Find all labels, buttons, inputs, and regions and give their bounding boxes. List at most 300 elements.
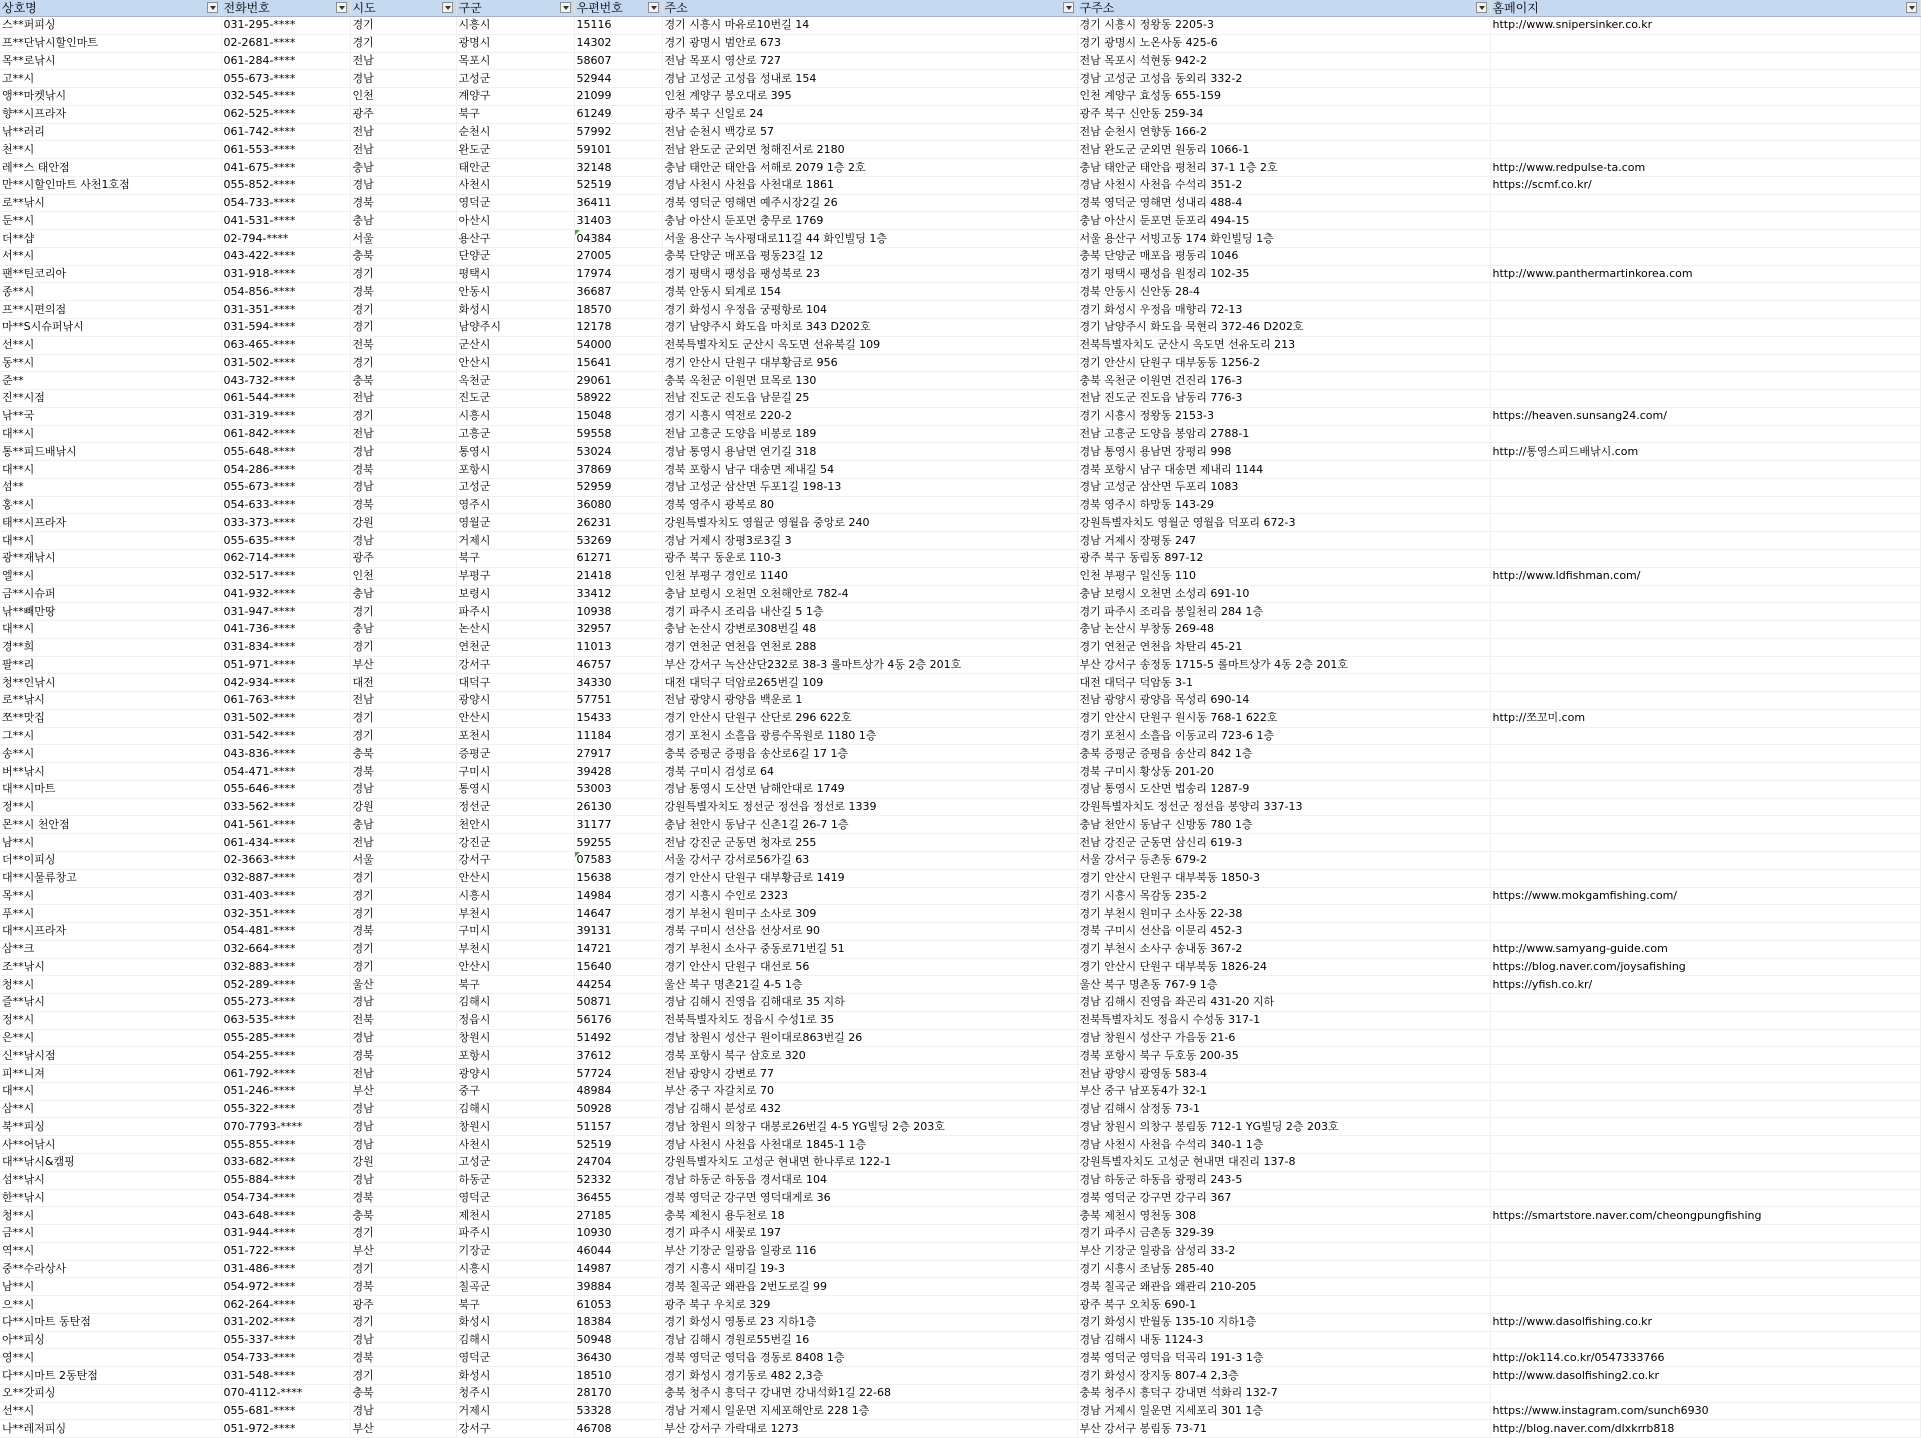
- table-cell[interactable]: [1490, 869, 1920, 887]
- table-cell[interactable]: 대**시: [0, 1082, 221, 1100]
- table-cell[interactable]: 시흥시: [456, 1260, 574, 1278]
- table-cell[interactable]: 경기 연천군 연천읍 연천로 288: [662, 638, 1077, 656]
- table-cell[interactable]: [1490, 461, 1920, 479]
- table-cell[interactable]: 더**이피싱: [0, 851, 221, 869]
- table-cell[interactable]: 054-734-****: [221, 1189, 350, 1207]
- table-cell[interactable]: 충남 태안군 태안읍 평천리 37-1 1층 2호: [1077, 159, 1490, 177]
- table-cell[interactable]: 스**퍼피싱: [0, 17, 221, 35]
- table-cell[interactable]: 고성군: [456, 478, 574, 496]
- table-cell[interactable]: 52519: [574, 1136, 662, 1154]
- table-cell[interactable]: 경남 통영시 용남면 장평리 998: [1077, 443, 1490, 461]
- table-cell[interactable]: 031-542-****: [221, 727, 350, 745]
- table-cell[interactable]: 031-319-****: [221, 407, 350, 425]
- table-cell[interactable]: [1490, 1242, 1920, 1260]
- table-cell[interactable]: 경남: [350, 70, 456, 88]
- table-cell[interactable]: 32957: [574, 621, 662, 639]
- table-cell[interactable]: http://www.dasolfishing.co.kr: [1490, 1313, 1920, 1331]
- table-cell[interactable]: 53024: [574, 443, 662, 461]
- table-cell[interactable]: 21418: [574, 567, 662, 585]
- table-cell[interactable]: 충북: [350, 1207, 456, 1225]
- table-cell[interactable]: http://www.samyang-guide.com: [1490, 940, 1920, 958]
- table-cell[interactable]: 경남 김해시 진영읍 좌곤리 431-20 지하: [1077, 994, 1490, 1012]
- table-cell[interactable]: 부산 강서구 송정동 1715-5 롤마트상가 4동 2층 201호: [1077, 656, 1490, 674]
- table-cell[interactable]: 부산: [350, 1082, 456, 1100]
- table-cell[interactable]: 충북 증평군 증평읍 송산로6길 17 1층: [662, 745, 1077, 763]
- table-cell[interactable]: https://smartstore.naver.com/cheongpungfishing: [1490, 1207, 1920, 1225]
- table-cell[interactable]: 부산 강서구 가락대로 1273: [662, 1420, 1077, 1438]
- table-cell[interactable]: 서울: [350, 230, 456, 248]
- table-cell[interactable]: 055-273-****: [221, 994, 350, 1012]
- table-cell[interactable]: 15638: [574, 869, 662, 887]
- table-cell[interactable]: 경남: [350, 532, 456, 550]
- table-cell[interactable]: 055-648-****: [221, 443, 350, 461]
- table-cell[interactable]: 통영시: [456, 443, 574, 461]
- table-cell[interactable]: 울산 북구 명촌21길 4-5 1층: [662, 976, 1077, 994]
- table-cell[interactable]: 041-531-****: [221, 212, 350, 230]
- table-cell[interactable]: 062-525-****: [221, 105, 350, 123]
- table-cell[interactable]: 강원특별자치도 고성군 현내면 대진리 137-8: [1077, 1154, 1490, 1172]
- table-cell[interactable]: 창원시: [456, 1029, 574, 1047]
- table-cell[interactable]: 경북 포항시 남구 대송면 제내길 54: [662, 461, 1077, 479]
- table-cell[interactable]: 강원특별자치도 영월군 영월읍 중앙로 240: [662, 514, 1077, 532]
- table-cell[interactable]: 17974: [574, 265, 662, 283]
- table-cell[interactable]: 완도군: [456, 141, 574, 159]
- table-cell[interactable]: 경기 광명시 범안로 673: [662, 34, 1077, 52]
- table-cell[interactable]: 경기 포천시 소흘읍 광릉수목원로 1180 1층: [662, 727, 1077, 745]
- table-cell[interactable]: 북구: [456, 1296, 574, 1314]
- column-header[interactable]: [350, 0, 456, 17]
- table-cell[interactable]: 경기 파주시 조리읍 봉일천리 284 1층: [1077, 603, 1490, 621]
- table-cell[interactable]: 21099: [574, 88, 662, 106]
- table-cell[interactable]: 50928: [574, 1100, 662, 1118]
- table-cell[interactable]: 경기 화성시 장지동 807-4 2,3층: [1077, 1367, 1490, 1385]
- table-cell[interactable]: 강진군: [456, 834, 574, 852]
- table-cell[interactable]: 진**시점: [0, 390, 221, 408]
- table-cell[interactable]: 광**재낚시: [0, 549, 221, 567]
- table-cell[interactable]: 61053: [574, 1296, 662, 1314]
- table-cell[interactable]: 광주 북구 신일로 24: [662, 105, 1077, 123]
- table-cell[interactable]: 목포시: [456, 52, 574, 70]
- table-cell[interactable]: 경기: [350, 1225, 456, 1243]
- table-cell[interactable]: [1490, 1331, 1920, 1349]
- table-cell[interactable]: 경기: [350, 319, 456, 337]
- table-cell[interactable]: 중**수라상사: [0, 1260, 221, 1278]
- table-cell[interactable]: https://scmf.co.kr/: [1490, 176, 1920, 194]
- table-cell[interactable]: [1490, 34, 1920, 52]
- table-cell[interactable]: 경남 사천시 사천읍 수석리 351-2: [1077, 176, 1490, 194]
- table-cell[interactable]: 070-7793-****: [221, 1118, 350, 1136]
- table-cell[interactable]: 054-255-****: [221, 1047, 350, 1065]
- table-cell[interactable]: [1490, 1011, 1920, 1029]
- table-cell[interactable]: 경기: [350, 638, 456, 656]
- table-cell[interactable]: 57724: [574, 1065, 662, 1083]
- table-cell[interactable]: [1490, 301, 1920, 319]
- table-cell[interactable]: 10938: [574, 603, 662, 621]
- table-cell[interactable]: 충남 논산시 부창동 269-48: [1077, 621, 1490, 639]
- table-cell[interactable]: 경기 시흥시 조남동 285-40: [1077, 1260, 1490, 1278]
- table-cell[interactable]: 051-246-****: [221, 1082, 350, 1100]
- table-cell[interactable]: 031-486-****: [221, 1260, 350, 1278]
- table-cell[interactable]: [1490, 1029, 1920, 1047]
- table-cell[interactable]: 032-887-****: [221, 869, 350, 887]
- table-cell[interactable]: 경기 안산시 단원구 대부북동 1826-24: [1077, 958, 1490, 976]
- table-cell[interactable]: 광양시: [456, 692, 574, 710]
- table-cell[interactable]: 경기 부천시 소사구 중동로71번길 51: [662, 940, 1077, 958]
- table-cell[interactable]: 043-732-****: [221, 372, 350, 390]
- table-cell[interactable]: 전남 강진군 군동면 청자로 255: [662, 834, 1077, 852]
- table-cell[interactable]: 전남: [350, 425, 456, 443]
- table-cell[interactable]: 하동군: [456, 1171, 574, 1189]
- table-cell[interactable]: 전남: [350, 141, 456, 159]
- table-cell[interactable]: 강서구: [456, 656, 574, 674]
- table-cell[interactable]: 54000: [574, 336, 662, 354]
- table-cell[interactable]: 논산시: [456, 621, 574, 639]
- table-cell[interactable]: 신**낚시점: [0, 1047, 221, 1065]
- table-cell[interactable]: 그**시: [0, 727, 221, 745]
- table-cell[interactable]: 경북 포항시 북구 삼호로 320: [662, 1047, 1077, 1065]
- table-cell[interactable]: 12178: [574, 319, 662, 337]
- table-cell[interactable]: 26231: [574, 514, 662, 532]
- table-cell[interactable]: 강원: [350, 514, 456, 532]
- table-cell[interactable]: 34330: [574, 674, 662, 692]
- table-cell[interactable]: 경기: [350, 709, 456, 727]
- table-cell[interactable]: 충남: [350, 585, 456, 603]
- table-cell[interactable]: 부평구: [456, 567, 574, 585]
- table-cell[interactable]: 천**시: [0, 141, 221, 159]
- table-cell[interactable]: 시흥시: [456, 887, 574, 905]
- table-cell[interactable]: 울산 북구 명촌동 767-9 1층: [1077, 976, 1490, 994]
- table-cell[interactable]: 055-673-****: [221, 70, 350, 88]
- table-cell[interactable]: [1490, 1136, 1920, 1154]
- table-cell[interactable]: 대덕구: [456, 674, 574, 692]
- table-cell[interactable]: 영주시: [456, 496, 574, 514]
- table-cell[interactable]: 51157: [574, 1118, 662, 1136]
- table-cell[interactable]: 남양주시: [456, 319, 574, 337]
- table-cell[interactable]: 푸**시: [0, 905, 221, 923]
- table-cell[interactable]: 02-3663-****: [221, 851, 350, 869]
- table-cell[interactable]: 대**시마트: [0, 780, 221, 798]
- table-cell[interactable]: 033-562-****: [221, 798, 350, 816]
- table-cell[interactable]: 광주 북구 오치동 690-1: [1077, 1296, 1490, 1314]
- table-cell[interactable]: 북구: [456, 549, 574, 567]
- table-cell[interactable]: 경기 안산시 단원구 대부황금로 956: [662, 354, 1077, 372]
- table-cell[interactable]: 만**시할인마트 사천1호점: [0, 176, 221, 194]
- table-cell[interactable]: 전남: [350, 692, 456, 710]
- table-cell[interactable]: [1490, 656, 1920, 674]
- table-cell[interactable]: 경남 창원시 성산구 가음동 21-6: [1077, 1029, 1490, 1047]
- table-cell[interactable]: 태**시프라자: [0, 514, 221, 532]
- table-cell[interactable]: 삼**크: [0, 940, 221, 958]
- table-cell[interactable]: 전남: [350, 52, 456, 70]
- table-cell[interactable]: 화성시: [456, 1367, 574, 1385]
- table-cell[interactable]: 경기: [350, 265, 456, 283]
- table-cell[interactable]: 031-594-****: [221, 319, 350, 337]
- table-cell[interactable]: 경남: [350, 1331, 456, 1349]
- table-cell[interactable]: 김해시: [456, 1331, 574, 1349]
- table-cell[interactable]: [1490, 283, 1920, 301]
- table-cell[interactable]: 대**시프라자: [0, 923, 221, 941]
- table-cell[interactable]: 50948: [574, 1331, 662, 1349]
- table-cell[interactable]: 충남 보령시 오천면 오천해안로 782-4: [662, 585, 1077, 603]
- table-cell[interactable]: 더**샵: [0, 230, 221, 248]
- table-cell[interactable]: 충남: [350, 159, 456, 177]
- table-cell[interactable]: 36455: [574, 1189, 662, 1207]
- table-cell[interactable]: 경기 파주시 조리읍 내산길 5 1층: [662, 603, 1077, 621]
- column-header[interactable]: [662, 0, 1077, 17]
- table-cell[interactable]: 서울 용산구 녹사평대로11길 44 화인빌딩 1층: [662, 230, 1077, 248]
- table-cell[interactable]: 031-834-****: [221, 638, 350, 656]
- table-cell[interactable]: 14987: [574, 1260, 662, 1278]
- table-cell[interactable]: 다**시마트 동탄점: [0, 1313, 221, 1331]
- table-cell[interactable]: 031-403-****: [221, 887, 350, 905]
- table-cell[interactable]: 부산 강서구 녹산산단232로 38-3 롤마트상가 4동 2층 201호: [662, 656, 1077, 674]
- table-cell[interactable]: 청주시: [456, 1384, 574, 1402]
- table-cell[interactable]: 031-202-****: [221, 1313, 350, 1331]
- table-cell[interactable]: 055-852-****: [221, 176, 350, 194]
- table-cell[interactable]: https://www.mokgamfishing.com/: [1490, 887, 1920, 905]
- table-cell[interactable]: 계양구: [456, 88, 574, 106]
- table-cell[interactable]: 031-548-****: [221, 1367, 350, 1385]
- table-cell[interactable]: 경기 화성시 우정읍 궁평항로 104: [662, 301, 1077, 319]
- table-cell[interactable]: http://통영스피드배낚시.com: [1490, 443, 1920, 461]
- filter-dropdown-icon[interactable]: [442, 2, 453, 13]
- table-cell[interactable]: 대**시: [0, 425, 221, 443]
- table-cell[interactable]: 033-682-****: [221, 1154, 350, 1172]
- table-cell[interactable]: 경북: [350, 763, 456, 781]
- table-cell[interactable]: 52944: [574, 70, 662, 88]
- table-cell[interactable]: 사천시: [456, 176, 574, 194]
- table-cell[interactable]: 대전 대덕구 덕암동 3-1: [1077, 674, 1490, 692]
- table-cell[interactable]: 경기 화성시 영통로 23 지하1층: [662, 1313, 1077, 1331]
- table-cell[interactable]: 경기: [350, 887, 456, 905]
- table-cell[interactable]: 50871: [574, 994, 662, 1012]
- table-cell[interactable]: 061-544-****: [221, 390, 350, 408]
- table-cell[interactable]: [1490, 816, 1920, 834]
- table-cell[interactable]: 경남 사천시 사천읍 수석리 340-1 1층: [1077, 1136, 1490, 1154]
- table-cell[interactable]: 061-842-****: [221, 425, 350, 443]
- table-cell[interactable]: 경기: [350, 1260, 456, 1278]
- table-cell[interactable]: [1490, 603, 1920, 621]
- table-cell[interactable]: 시흥시: [456, 407, 574, 425]
- table-cell[interactable]: 경기 포천시 소흘읍 이동교리 723-6 1층: [1077, 727, 1490, 745]
- table-cell[interactable]: 31177: [574, 816, 662, 834]
- table-cell[interactable]: 부산: [350, 1420, 456, 1438]
- column-header[interactable]: [0, 0, 221, 17]
- table-cell[interactable]: 진도군: [456, 390, 574, 408]
- table-cell[interactable]: 055-681-****: [221, 1402, 350, 1420]
- table-cell[interactable]: 32148: [574, 159, 662, 177]
- table-cell[interactable]: 충북 청주시 흥덕구 강내면 석화리 132-7: [1077, 1384, 1490, 1402]
- table-cell[interactable]: 경북 영덕군 영해면 성내리 488-4: [1077, 194, 1490, 212]
- table-cell[interactable]: 31403: [574, 212, 662, 230]
- table-cell[interactable]: 043-422-****: [221, 247, 350, 265]
- table-cell[interactable]: 070-4112-****: [221, 1384, 350, 1402]
- table-cell[interactable]: 경남 고성군 삼산면 두포리 1083: [1077, 478, 1490, 496]
- table-cell[interactable]: 서울 강서구 강서로56가길 63: [662, 851, 1077, 869]
- table-cell[interactable]: 063-465-****: [221, 336, 350, 354]
- table-cell[interactable]: 경남 김해시 내동 1124-3: [1077, 1331, 1490, 1349]
- table-cell[interactable]: 031-502-****: [221, 354, 350, 372]
- table-cell[interactable]: 통영시: [456, 780, 574, 798]
- table-cell[interactable]: 경기 광명시 노온사동 425-6: [1077, 34, 1490, 52]
- table-cell[interactable]: 경기: [350, 1367, 456, 1385]
- table-cell[interactable]: 선**시: [0, 336, 221, 354]
- table-cell[interactable]: 경북 포항시 남구 대송면 제내리 1144: [1077, 461, 1490, 479]
- table-cell[interactable]: [1490, 692, 1920, 710]
- table-cell[interactable]: 전남 고흥군 도양읍 비봉로 189: [662, 425, 1077, 443]
- table-cell[interactable]: 인천: [350, 567, 456, 585]
- table-cell[interactable]: 버**낚시: [0, 763, 221, 781]
- table-cell[interactable]: 몬**시 천안점: [0, 816, 221, 834]
- table-cell[interactable]: 032-664-****: [221, 940, 350, 958]
- table-cell[interactable]: 경남: [350, 780, 456, 798]
- table-cell[interactable]: 48984: [574, 1082, 662, 1100]
- table-cell[interactable]: 경기 시흥시 목감동 235-2: [1077, 887, 1490, 905]
- table-cell[interactable]: 전남 완도군 군외면 원동리 1066-1: [1077, 141, 1490, 159]
- table-cell[interactable]: 경기 시흥시 정왕동 2205-3: [1077, 17, 1490, 35]
- table-cell[interactable]: 경북 영주시 광복로 80: [662, 496, 1077, 514]
- table-cell[interactable]: 보령시: [456, 585, 574, 603]
- table-cell[interactable]: 낚**국: [0, 407, 221, 425]
- table-cell[interactable]: 58607: [574, 52, 662, 70]
- table-cell[interactable]: 031-947-****: [221, 603, 350, 621]
- table-cell[interactable]: 041-675-****: [221, 159, 350, 177]
- table-cell[interactable]: 15641: [574, 354, 662, 372]
- table-cell[interactable]: 충남: [350, 212, 456, 230]
- table-cell[interactable]: 051-722-****: [221, 1242, 350, 1260]
- table-cell[interactable]: 충북 제천시 용두천로 18: [662, 1207, 1077, 1225]
- table-cell[interactable]: 향**시프라자: [0, 105, 221, 123]
- table-cell[interactable]: 전북: [350, 336, 456, 354]
- table-cell[interactable]: 054-972-****: [221, 1278, 350, 1296]
- table-cell[interactable]: 고성군: [456, 1154, 574, 1172]
- table-cell[interactable]: 강원특별자치도 정선군 정선읍 정선로 1339: [662, 798, 1077, 816]
- table-cell[interactable]: 홍**시: [0, 496, 221, 514]
- table-cell[interactable]: 경기 시흥시 수인로 2323: [662, 887, 1077, 905]
- table-cell[interactable]: 57751: [574, 692, 662, 710]
- table-cell[interactable]: 아**피싱: [0, 1331, 221, 1349]
- table-cell[interactable]: 46757: [574, 656, 662, 674]
- table-cell[interactable]: 58922: [574, 390, 662, 408]
- table-cell[interactable]: 프**시편의점: [0, 301, 221, 319]
- table-cell[interactable]: 경남: [350, 1136, 456, 1154]
- table-cell[interactable]: 전북특별자치도 정읍시 수성1로 35: [662, 1011, 1077, 1029]
- table-cell[interactable]: 61271: [574, 549, 662, 567]
- table-cell[interactable]: 경북: [350, 1189, 456, 1207]
- table-cell[interactable]: 11013: [574, 638, 662, 656]
- table-cell[interactable]: 경북 칠곡군 왜관읍 2번도로길 99: [662, 1278, 1077, 1296]
- table-cell[interactable]: 역**시: [0, 1242, 221, 1260]
- table-cell[interactable]: 경남 김해시 경원로55번길 16: [662, 1331, 1077, 1349]
- table-cell[interactable]: 삼**시: [0, 1100, 221, 1118]
- table-cell[interactable]: 엘**시: [0, 567, 221, 585]
- table-cell[interactable]: 경기: [350, 958, 456, 976]
- table-cell[interactable]: http://www.dasolfishing2.co.kr: [1490, 1367, 1920, 1385]
- table-cell[interactable]: 서울 강서구 등촌동 679-2: [1077, 851, 1490, 869]
- table-cell[interactable]: 선**시: [0, 1402, 221, 1420]
- table-cell[interactable]: 경북: [350, 461, 456, 479]
- table-cell[interactable]: [1490, 1082, 1920, 1100]
- table-cell[interactable]: 오**갓피싱: [0, 1384, 221, 1402]
- table-cell[interactable]: 041-932-****: [221, 585, 350, 603]
- table-cell[interactable]: 경북: [350, 923, 456, 941]
- table-cell[interactable]: 충북 증평군 증평읍 송산리 842 1층: [1077, 745, 1490, 763]
- table-cell[interactable]: 36430: [574, 1349, 662, 1367]
- table-cell[interactable]: 055-855-****: [221, 1136, 350, 1154]
- table-cell[interactable]: 대**낚시&캠핑: [0, 1154, 221, 1172]
- table-cell[interactable]: 금**시슈퍼: [0, 585, 221, 603]
- table-cell[interactable]: 인천 계양구 봉오대로 395: [662, 88, 1077, 106]
- table-cell[interactable]: 부산: [350, 1242, 456, 1260]
- table-cell[interactable]: 경기 안산시 단원구 산단로 296 622호: [662, 709, 1077, 727]
- table-cell[interactable]: [1490, 70, 1920, 88]
- table-cell[interactable]: 충남: [350, 816, 456, 834]
- table-cell[interactable]: [1490, 745, 1920, 763]
- table-cell[interactable]: http://ok114.co.kr/0547333766: [1490, 1349, 1920, 1367]
- table-cell[interactable]: 순천시: [456, 123, 574, 141]
- table-cell[interactable]: http://www.ldfishman.com/: [1490, 567, 1920, 585]
- table-cell[interactable]: 경기: [350, 940, 456, 958]
- table-cell[interactable]: 경남 고성군 고성읍 동외리 332-2: [1077, 70, 1490, 88]
- table-cell[interactable]: 15116: [574, 17, 662, 35]
- table-cell[interactable]: 부산 강서구 봉림동 73-71: [1077, 1420, 1490, 1438]
- table-cell[interactable]: 대**시물류창고: [0, 869, 221, 887]
- table-cell[interactable]: [1490, 372, 1920, 390]
- table-cell[interactable]: 경기 연천군 연천읍 차탄리 45-21: [1077, 638, 1490, 656]
- table-cell[interactable]: 062-714-****: [221, 549, 350, 567]
- table-cell[interactable]: 14647: [574, 905, 662, 923]
- table-cell[interactable]: 사천시: [456, 1136, 574, 1154]
- table-cell[interactable]: 042-934-****: [221, 674, 350, 692]
- table-cell[interactable]: 광주 북구 우치로 329: [662, 1296, 1077, 1314]
- table-cell[interactable]: 피**니져: [0, 1065, 221, 1083]
- table-cell[interactable]: 52519: [574, 176, 662, 194]
- column-header[interactable]: [221, 0, 350, 17]
- filter-dropdown-icon[interactable]: [1063, 2, 1074, 13]
- table-cell[interactable]: 북**피싱: [0, 1118, 221, 1136]
- table-cell[interactable]: 프**단낚시할인마트: [0, 34, 221, 52]
- table-cell[interactable]: 화성시: [456, 301, 574, 319]
- table-cell[interactable]: https://blog.naver.com/joysafishing: [1490, 958, 1920, 976]
- table-cell[interactable]: 화성시: [456, 1313, 574, 1331]
- table-cell[interactable]: 37612: [574, 1047, 662, 1065]
- table-cell[interactable]: 강원: [350, 1154, 456, 1172]
- table-cell[interactable]: 서**시: [0, 247, 221, 265]
- table-cell[interactable]: 14302: [574, 34, 662, 52]
- table-cell[interactable]: 53003: [574, 780, 662, 798]
- table-cell[interactable]: 다**시마트 2동탄점: [0, 1367, 221, 1385]
- table-cell[interactable]: 전남: [350, 123, 456, 141]
- table-cell[interactable]: 파주시: [456, 1225, 574, 1243]
- table-cell[interactable]: 서울 용산구 서빙고동 174 화인빌딩 1층: [1077, 230, 1490, 248]
- table-cell[interactable]: 경기: [350, 869, 456, 887]
- table-cell[interactable]: 파주시: [456, 603, 574, 621]
- table-cell[interactable]: 포항시: [456, 1047, 574, 1065]
- table-cell[interactable]: 경기 화성시 우정읍 매향리 72-13: [1077, 301, 1490, 319]
- table-cell[interactable]: 울산: [350, 976, 456, 994]
- table-cell[interactable]: 정선군: [456, 798, 574, 816]
- table-cell[interactable]: 경북 영덕군 강구면 영덕대게로 36: [662, 1189, 1077, 1207]
- table-cell[interactable]: 부천시: [456, 905, 574, 923]
- table-cell[interactable]: 061-284-****: [221, 52, 350, 70]
- table-cell[interactable]: 36080: [574, 496, 662, 514]
- table-cell[interactable]: 032-351-****: [221, 905, 350, 923]
- table-cell[interactable]: 대**시: [0, 461, 221, 479]
- table-cell[interactable]: 고흥군: [456, 425, 574, 443]
- table-cell[interactable]: https://www.instagram.com/sunch6930: [1490, 1402, 1920, 1420]
- table-cell[interactable]: 단양군: [456, 247, 574, 265]
- table-cell[interactable]: 36411: [574, 194, 662, 212]
